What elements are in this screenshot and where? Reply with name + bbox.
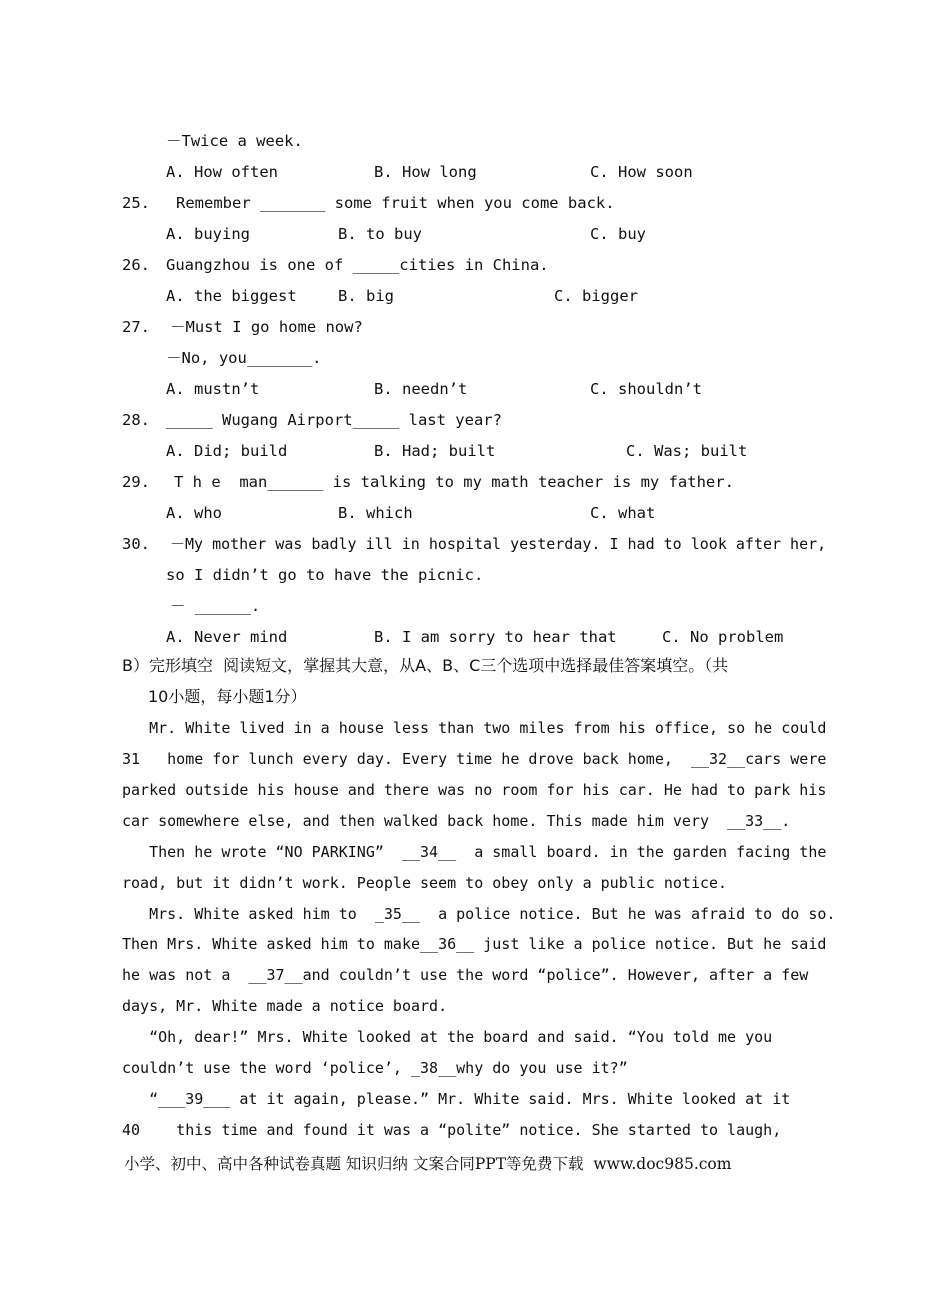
q26-number: 26.	[122, 256, 150, 274]
q29-number: 29.	[122, 473, 150, 491]
q29-option-b: B. which	[338, 504, 413, 522]
q28-text: _____ Wugang Airport_____ last year?	[166, 411, 502, 429]
q26-option-a: A. the biggest	[166, 287, 297, 305]
q24-option-b: B. How long	[374, 163, 477, 181]
q24-option-c: C. How soon	[590, 163, 693, 181]
q27-option-a: A. mustn’t	[166, 380, 260, 398]
passage-line: “Oh, dear!” Mrs. White looked at the board and said. “You told me you	[122, 1028, 773, 1046]
q25-option-b: B. to buy	[338, 225, 422, 243]
q24-option-a: A. How often	[166, 163, 278, 181]
passage-line: Then Mrs. White asked him to make__36__ just like a police notice. But he said	[122, 935, 827, 953]
passage-line: parked outside his house and there was no room for his car. He had to park his	[122, 781, 827, 799]
q29-option-a: A. who	[166, 504, 222, 522]
passage-line: road, but it didn’t work. People seem to obey only a public notice.	[122, 874, 728, 892]
q28-number: 28.	[122, 411, 150, 429]
q30-text-line1: －My mother was badly ill in hospital yesterday. I had to look after her,	[170, 535, 827, 553]
q27-reply: －No, you_______.	[166, 349, 322, 367]
q27-text: －Must I go home now?	[170, 318, 363, 336]
q26-text: Guangzhou is one of _____cities in China.	[166, 256, 549, 274]
q28-option-b: B. Had; built	[374, 442, 496, 460]
passage-line: he was not a __37__and couldn’t use the word “police”. However, after a few	[122, 966, 809, 984]
passage-line: “___39___ at it again, please.” Mr. White said. Mrs. White looked at it	[122, 1090, 791, 1108]
q25-option-a: A. buying	[166, 225, 250, 243]
q25-number: 25.	[122, 194, 150, 212]
passage-line: car somewhere else, and then walked back home. This made him very __33__.	[122, 812, 791, 830]
passage-line: Mrs. White asked him to _35__ a police notice. But he was afraid to do so.	[122, 905, 836, 923]
passage-line: Then he wrote “NO PARKING” __34__ a small board. in the garden facing the	[122, 843, 827, 861]
page-footer: 小学、初中、高中各种试卷真题 知识归纳 文案合同PPT等免费下载 www.doc985.com	[124, 1155, 732, 1173]
q26-option-b: B. big	[338, 287, 394, 305]
q29-option-c: C. what	[590, 504, 656, 522]
section-b-heading-cont: 10小题，每小题1分）	[148, 687, 307, 706]
passage-line: Mr. White lived in a house less than two miles from his office, so he could	[122, 719, 827, 737]
q24-answer: －Twice a week.	[166, 132, 303, 150]
q30-reply: － ______.	[170, 597, 261, 615]
q30-option-c: C. No problem	[662, 628, 784, 646]
q25-option-c: C. buy	[590, 225, 646, 243]
passage-line: days, Mr. White made a notice board.	[122, 997, 448, 1015]
q28-option-a: A. Did; build	[166, 442, 288, 460]
q28-option-c: C. Was; built	[626, 442, 748, 460]
passage-line: couldn’t use the word ‘police’, _38__why do you use it?”	[122, 1059, 628, 1077]
q27-option-b: B. needn’t	[374, 380, 468, 398]
q25-text: Remember _______ some fruit when you come back.	[176, 194, 615, 212]
q30-text-line2: so I didn’t go to have the picnic.	[166, 566, 484, 584]
q29-text: T h e man______ is talking to my math teacher is my father.	[174, 473, 734, 491]
q30-number: 30.	[122, 535, 150, 553]
q26-option-c: C. bigger	[554, 287, 638, 305]
q27-option-c: C. shouldn’t	[590, 380, 702, 398]
section-b-heading: B）完形填空 阅读短文，掌握其大意，从A、B、C三个选项中选择最佳答案填空。（共	[122, 656, 729, 675]
passage-line: 40 this time and found it was a “polite” notice. She started to laugh,	[122, 1121, 782, 1139]
q30-option-a: A. Never mind	[166, 628, 288, 646]
q30-option-b: B. I am sorry to hear that	[374, 628, 617, 646]
passage-line: 31 home for lunch every day. Every time he drove back home, __32__cars were	[122, 750, 827, 768]
q27-number: 27.	[122, 318, 150, 336]
